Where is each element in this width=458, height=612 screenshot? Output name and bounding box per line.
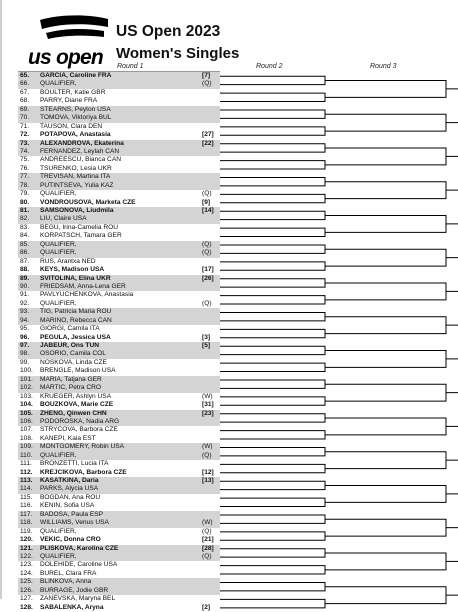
player-name: VONDROUSOVA, Marketa CZE xyxy=(40,198,136,206)
page-subtitle: Women's Singles xyxy=(116,45,240,62)
round-2-bracket xyxy=(325,148,446,165)
player-name: LIU, Claire USA xyxy=(40,215,87,223)
player-name: KEYS, Madison USA xyxy=(40,266,105,274)
round-1-bracket xyxy=(220,397,325,405)
round-1-bracket xyxy=(220,447,325,455)
player-name: SVITOLINA, Elina UKR xyxy=(40,274,111,282)
player-seed: (Q) xyxy=(202,190,212,198)
player-number: 74. xyxy=(20,147,30,155)
round-2-bracket xyxy=(325,283,446,300)
player-number: 118. xyxy=(20,519,33,527)
round-1-bracket xyxy=(220,346,325,354)
player-number: 89. xyxy=(20,274,30,282)
player-seed: [22] xyxy=(202,139,214,147)
player-name: OSORIO, Camila COL xyxy=(40,350,106,358)
round-2-bracket xyxy=(325,350,446,367)
player-number: 72. xyxy=(20,131,30,139)
round-1-bracket xyxy=(220,312,325,320)
player-name: KENIN, Sofia USA xyxy=(40,502,95,510)
player-number: 99. xyxy=(20,358,30,366)
player-name: RUS, Arantxa NED xyxy=(40,257,96,265)
round-2-bracket xyxy=(325,249,446,266)
round-1-bracket xyxy=(220,599,325,607)
player-name: SABALENKA, Aryna xyxy=(40,603,104,611)
player-seed: [2] xyxy=(202,603,211,611)
player-seed: [31] xyxy=(202,401,214,409)
player-number: 69. xyxy=(20,105,30,113)
player-seed: [23] xyxy=(202,409,214,417)
round-1-bracket xyxy=(220,549,325,557)
round-1-bracket xyxy=(220,515,325,523)
player-name: BADOSA, Paula ESP xyxy=(40,510,104,518)
player-number: 126. xyxy=(20,586,33,594)
player-number: 70. xyxy=(20,114,30,122)
round-1-bracket xyxy=(220,464,325,472)
player-number: 95. xyxy=(20,325,30,333)
player-number: 88. xyxy=(20,266,30,274)
player-number: 76. xyxy=(20,164,30,172)
player-number: 109. xyxy=(20,443,33,451)
player-number: 112. xyxy=(20,468,33,476)
round-2-bracket xyxy=(325,215,446,232)
player-number: 91. xyxy=(20,291,30,299)
player-number: 128. xyxy=(20,603,33,611)
player-name: TREVISAN, Martina ITA xyxy=(40,173,111,181)
player-number: 71. xyxy=(20,122,30,130)
logo-wordmark: us open xyxy=(28,46,103,69)
player-number: 108. xyxy=(20,434,33,442)
player-number: 68. xyxy=(20,97,30,105)
player-name: QUALIFIER, xyxy=(40,451,77,459)
player-seed: (Q) xyxy=(202,80,212,88)
player-name: PODOROSKA, Nadia ARG xyxy=(40,417,120,425)
round-1-bracket xyxy=(220,228,325,236)
player-number: 115. xyxy=(20,493,33,501)
player-seed: [27] xyxy=(202,131,214,139)
player-number: 73. xyxy=(20,139,30,147)
player-number: 82. xyxy=(20,215,30,223)
player-name: BURRAGE, Jodie GBR xyxy=(40,586,109,594)
round-1-bracket xyxy=(220,481,325,489)
player-number: 90. xyxy=(20,282,30,290)
player-number: 77. xyxy=(20,173,30,181)
player-number: 78. xyxy=(20,181,30,189)
player-number: 125. xyxy=(20,578,33,586)
player-name: BRONZETTI, Lucia ITA xyxy=(40,460,109,468)
player-number: 120. xyxy=(20,536,33,544)
player-number: 103. xyxy=(20,392,33,400)
round-1-bracket xyxy=(220,110,325,118)
player-number: 113. xyxy=(20,477,33,484)
round-1-bracket xyxy=(220,194,325,202)
player-name: QUALIFIER, xyxy=(40,240,77,248)
player-name: VEKIC, Donna CRO xyxy=(40,536,101,544)
player-number: 116. xyxy=(20,502,33,510)
player-name: ZANEVSKA, Maryna BEL xyxy=(40,595,116,603)
player-name: TSURENKO, Lesia UKR xyxy=(40,164,112,172)
player-name: TIG, Patricia Maria ROU xyxy=(40,308,112,316)
player-name: STEARNS, Peyton USA xyxy=(40,105,111,113)
player-number: 86. xyxy=(20,249,30,257)
player-number: 67. xyxy=(20,88,30,96)
player-name: PUTINTSEVA, Yulia KAZ xyxy=(40,181,114,189)
player-name: SAMSONOVA, Liudmila xyxy=(40,207,114,214)
player-name: MARINO, Rebecca CAN xyxy=(40,316,112,324)
player-name: QUALIFIER, xyxy=(40,299,77,307)
player-number: 83. xyxy=(20,223,30,231)
player-number: 105. xyxy=(20,409,33,417)
player-name: MARIA, Tatjana GER xyxy=(40,375,102,383)
player-name: NOSKOVA, Linda CZE xyxy=(40,358,107,366)
player-number: 94. xyxy=(20,316,30,324)
player-number: 102. xyxy=(20,384,33,392)
player-name: BUREL, Clara FRA xyxy=(40,569,97,577)
player-number: 92. xyxy=(20,299,30,307)
round-1-bracket xyxy=(220,211,325,219)
round-2-bracket xyxy=(325,587,446,604)
player-number: 114. xyxy=(20,485,33,493)
player-seed: [7] xyxy=(202,72,211,79)
round-2-bracket xyxy=(325,485,446,502)
player-number: 124. xyxy=(20,569,33,577)
player-name: PAVLYUCHENKOVA, Anastasia xyxy=(40,291,134,299)
player-seed: [21] xyxy=(202,536,214,544)
player-number: 87. xyxy=(20,257,30,265)
player-seed: [5] xyxy=(202,342,211,349)
round-1-bracket xyxy=(220,144,325,152)
player-seed: [26] xyxy=(202,274,214,282)
round-1-bracket xyxy=(220,127,325,135)
player-name: WILLIAMS, Venus USA xyxy=(40,519,109,527)
player-name: BOULTER, Katie GBR xyxy=(40,88,106,96)
round-1-bracket xyxy=(220,262,325,270)
player-seed: (Q) xyxy=(202,249,212,257)
player-number: 122. xyxy=(20,552,33,560)
player-number: 119. xyxy=(20,527,33,535)
player-seed: [12] xyxy=(202,468,214,476)
player-name: KASATKINA, Daria xyxy=(40,477,99,484)
player-name: GARCIA, Caroline FRA xyxy=(40,72,112,79)
round-2-bracket xyxy=(325,80,446,97)
player-number: 111. xyxy=(20,460,32,468)
round-1-bracket xyxy=(220,329,325,337)
round-1-bracket xyxy=(220,177,325,185)
player-name: POTAPOVA, Anastasia xyxy=(40,131,111,139)
round-2-bracket xyxy=(325,317,446,334)
player-name: FRIEDSAM, Anna-Lena GER xyxy=(40,282,126,290)
player-seed: (W) xyxy=(202,519,213,527)
player-seed: [13] xyxy=(202,477,214,484)
round-1-bracket xyxy=(220,414,325,422)
round-2-bracket xyxy=(325,452,446,469)
round-2-bracket xyxy=(325,384,446,401)
player-number: 84. xyxy=(20,232,30,240)
round-1-bracket xyxy=(220,380,325,388)
player-name: JABEUR, Ons TUN xyxy=(40,342,99,349)
player-number: 79. xyxy=(20,190,30,198)
round-1-bracket xyxy=(220,532,325,540)
player-name: QUALIFIER, xyxy=(40,190,77,198)
player-name: MONTGOMERY, Robin USA xyxy=(40,443,125,451)
round-2-bracket xyxy=(325,182,446,199)
round-2-bracket xyxy=(325,553,446,570)
player-name: KORPATSCH, Tamara GER xyxy=(40,232,122,240)
player-number: 80. xyxy=(20,198,30,206)
player-number: 75. xyxy=(20,156,30,164)
player-name: QUALIFIER, xyxy=(40,552,77,560)
player-name: MARTIC, Petra CRO xyxy=(40,384,102,392)
player-name: QUALIFIER, xyxy=(40,80,77,88)
player-seed: [9] xyxy=(202,198,211,206)
player-seed: (Q) xyxy=(202,240,212,248)
player-name: PARRY, Diane FRA xyxy=(40,97,98,105)
player-number: 81. xyxy=(20,207,30,214)
player-name: BEGU, Irina-Camelia ROU xyxy=(40,223,119,231)
player-number: 104. xyxy=(20,401,33,409)
round-1-bracket xyxy=(220,245,325,253)
player-number: 65. xyxy=(20,72,30,79)
round-3-header: Round 3 xyxy=(370,63,397,70)
player-seed: (Q) xyxy=(202,527,212,535)
player-name: KRUEGER, Ashlyn USA xyxy=(40,392,112,400)
player-number: 123. xyxy=(20,561,33,569)
player-name: TAUSON, Clara DEN xyxy=(40,122,103,130)
player-seed: (Q) xyxy=(202,451,212,459)
player-name: GIORGI, Camila ITA xyxy=(40,325,100,333)
round-1-header: Round 1 xyxy=(117,63,144,70)
player-number: 121. xyxy=(20,544,33,552)
player-number: 93. xyxy=(20,308,30,316)
page-title: US Open 2023 xyxy=(116,23,221,40)
player-seed: [28] xyxy=(202,544,214,552)
player-seed: [3] xyxy=(202,333,211,341)
player-name: KANEPI, Kaia EST xyxy=(40,434,96,442)
player-name: DOLEHIDE, Caroline USA xyxy=(40,561,118,569)
player-name: STRYCOVA, Barbora CZE xyxy=(40,426,118,434)
player-name: PARKS, Alycia USA xyxy=(40,485,99,493)
round-1-bracket xyxy=(220,363,325,371)
round-1-bracket xyxy=(220,76,325,84)
round-2-header: Round 2 xyxy=(256,63,283,70)
player-number: 107. xyxy=(20,426,33,434)
player-name: BLINKOVA, Anna xyxy=(40,578,92,586)
player-seed: (Q) xyxy=(202,552,212,560)
player-seed: [17] xyxy=(202,266,214,274)
player-number: 110. xyxy=(20,451,33,459)
round-2-bracket xyxy=(325,519,446,536)
round-2-bracket xyxy=(325,114,446,131)
round-2-bracket xyxy=(325,418,446,435)
player-seed: (W) xyxy=(202,443,213,451)
player-number: 98. xyxy=(20,350,30,358)
player-name: ANDREESCU, Bianca CAN xyxy=(40,156,121,164)
player-name: PEGULA, Jessica USA xyxy=(40,333,111,341)
player-seed: (W) xyxy=(202,392,213,400)
player-name: PLISKOVA, Karolina CZE xyxy=(40,544,119,552)
player-number: 96. xyxy=(20,333,30,341)
player-name: FERNANDEZ, Leylah CAN xyxy=(40,147,120,155)
player-name: BOGDAN, Ana ROU xyxy=(40,493,101,501)
player-name: BRENGLE, Madison USA xyxy=(40,367,116,375)
player-number: 85. xyxy=(20,240,30,248)
player-number: 101. xyxy=(20,375,33,383)
round-1-bracket xyxy=(220,279,325,287)
player-name: BOUZKOVA, Marie CZE xyxy=(40,401,114,409)
player-name: QUALIFIER, xyxy=(40,249,77,257)
player-number: 127. xyxy=(20,595,33,603)
player-seed: (Q) xyxy=(202,299,212,307)
player-number: 100. xyxy=(20,367,33,375)
player-row xyxy=(18,604,220,612)
round-1-bracket xyxy=(220,431,325,439)
player-name: ZHENG, Qinwen CHN xyxy=(40,409,107,417)
round-1-bracket xyxy=(220,296,325,304)
round-1-bracket xyxy=(220,582,325,590)
round-1-bracket xyxy=(220,566,325,574)
player-name: ALEXANDROVA, Ekaterina xyxy=(40,139,124,147)
player-seed: [14] xyxy=(202,207,214,214)
round-1-bracket xyxy=(220,498,325,506)
round-1-bracket xyxy=(220,161,325,169)
round-1-bracket xyxy=(220,93,325,101)
player-name: KREJCIKOVA, Barbora CZE xyxy=(40,468,127,476)
player-number: 106. xyxy=(20,417,33,425)
player-name: QUALIFIER, xyxy=(40,527,77,535)
player-name: TOMOVA, Viktoriya BUL xyxy=(40,114,112,122)
player-number: 97. xyxy=(20,342,30,349)
player-number: 117. xyxy=(20,510,33,518)
player-number: 66. xyxy=(20,80,30,88)
